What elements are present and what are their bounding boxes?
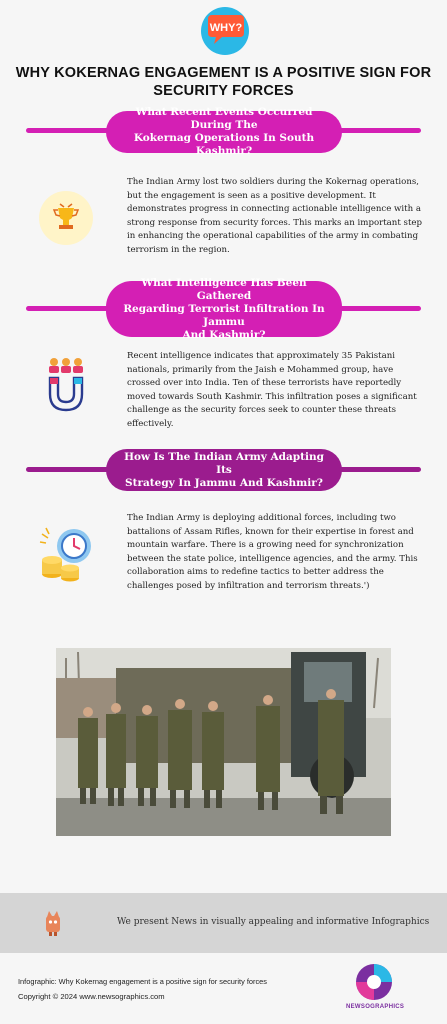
section-2-body: Recent intelligence indicates that approximately 35 Pakistani nationals, primarily from the Jaish e Mohammed group, have crossed over into India. Ten of these terrorists have reportedly moved towards South Kashmir. This infiltration poses a significant challenge as the security forces seek to counter these threats effectively. xyxy=(127,351,417,429)
footer-tagline: We present News in visually appealing and informative Infographics xyxy=(117,917,430,927)
why-logo xyxy=(200,6,250,56)
trophy-badge-icon xyxy=(38,190,94,246)
newsographics-logo-icon[interactable] xyxy=(352,962,396,1002)
infographic-credit: Infographic: Why Kokernag engagement is a positive sign for security forces xyxy=(18,977,267,986)
clock-coins-icon xyxy=(38,526,96,584)
copyright-link[interactable]: Copyright © 2024 www.newsographics.com xyxy=(18,992,165,1001)
page-title: WHY KOKERNAG ENGAGEMENT IS A POSITIVE SIGN FOR SECURITY FORCES xyxy=(15,65,432,99)
soldiers-photo xyxy=(56,648,391,836)
section-2-heading: What Intelligence Has Been Gathered Regarding Terrorist Infiltration In Jammu And Kashmir? xyxy=(106,281,342,337)
magnet-people-icon xyxy=(44,354,88,414)
mascot-icon xyxy=(44,910,62,936)
section-3-heading: How Is The Indian Army Adapting Its Strategy In Jammu And Kashmir? xyxy=(106,449,342,491)
why-speech-bubble-icon xyxy=(200,6,250,56)
section-3-body: The Indian Army is deploying additional forces, including two battalions of Assam Rifles, known for their expertise in forest and mountain warfare. There is a growing need for synchronization between the state police, intelligence agencies, and the army. This collaboration aims to redefine tactics to better address the challenges posed by infiltration and terrorism threats.') xyxy=(127,513,418,591)
section-1-body: The Indian Army lost two soldiers during the Kokernag operations, but the engagement is seen as a positive development. It demonstrates progress in connecting actionable intelligence with a strong response from security forces. This marks an important step in enhancing the operational capabilities of the army in combating terrorism in the region. xyxy=(127,177,422,255)
section-1-heading: What Recent Events Occurred During The Kokernag Operations In South Kashmir? xyxy=(106,111,342,153)
brand-name: NEWSOGRAPHICS xyxy=(346,1004,405,1010)
logo-text: WHY? xyxy=(209,22,243,34)
